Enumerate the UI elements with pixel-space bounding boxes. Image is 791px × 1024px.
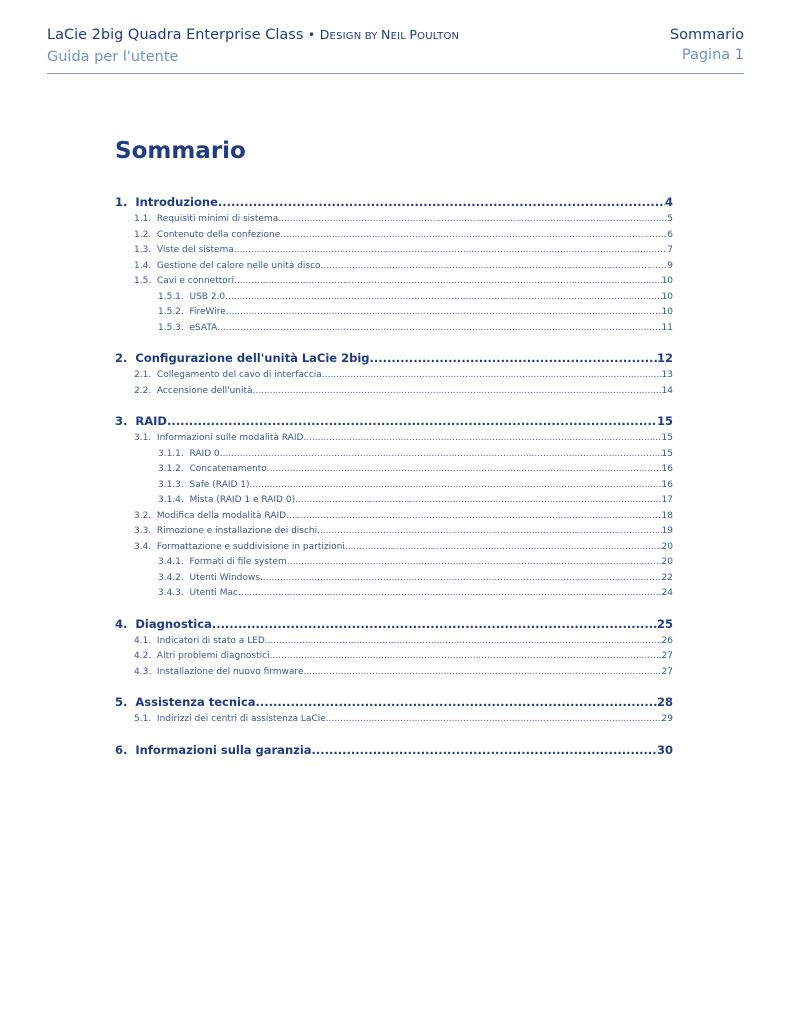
toc-entry-text: Gestione del calore nelle unità disco	[156, 260, 321, 271]
toc-page-number: 10	[661, 291, 673, 302]
toc-entry-text: Assistenza tecnica	[135, 695, 256, 709]
toc-entry-text: Accensione dell'unità	[156, 385, 253, 396]
toc-entry-number: 1.5.2.	[158, 307, 184, 317]
toc-entry-number: 3.1.	[134, 433, 152, 443]
toc-entry-text: Altri problemi diagnostici	[156, 651, 270, 661]
toc-page-number: 30	[656, 742, 673, 757]
toc-dot-leader	[238, 586, 662, 602]
toc-dot-leader	[218, 193, 665, 212]
toc-dot-leader	[280, 228, 667, 244]
toc-page-number: 20	[661, 541, 673, 552]
toc-entry-label	[158, 447, 220, 463]
toc-dot-leader	[265, 634, 662, 650]
designer-credit-initial: N	[381, 27, 391, 42]
designer-credit-rest: EIL	[390, 31, 407, 42]
toc-entry-label	[134, 665, 303, 681]
toc-entry-number: 3.1.3.	[158, 479, 184, 490]
toc-entry-label	[134, 540, 345, 556]
toc-entry-number: 1.3.	[134, 245, 152, 255]
toc-entry[interactable]	[115, 555, 673, 571]
toc-entry[interactable]	[115, 321, 673, 337]
page-header	[47, 25, 744, 74]
toc-entry-label	[134, 431, 303, 447]
toc-dot-leader	[260, 571, 662, 587]
toc-entry-text: Concatenamento	[189, 464, 267, 474]
toc-entry-label	[115, 693, 256, 712]
toc-entry-number: 3.1.4.	[158, 495, 184, 505]
toc-entry-number: 2.1.	[134, 370, 152, 380]
toc-dot-leader	[287, 555, 662, 571]
toc-entry[interactable]	[115, 212, 673, 228]
toc-dot-leader	[226, 305, 662, 321]
toc-dot-leader	[234, 243, 667, 259]
toc-entry-number: 5.1.	[134, 714, 152, 724]
toc-dot-leader	[256, 693, 657, 712]
toc-entry-label	[158, 321, 217, 337]
section-name: Sommario	[669, 27, 744, 43]
toc-dot-leader	[217, 321, 661, 337]
toc-entry-number: 3.1.2.	[158, 464, 184, 474]
toc-entry-text: RAID 0	[189, 448, 220, 459]
toc-dot-leader	[321, 259, 668, 275]
designer-credit-rest: OULTON	[417, 31, 460, 42]
toc-entry-text: Indirizzi dei centri di assistenza LaCie	[156, 714, 326, 724]
toc-entry-number: 1.5.	[134, 276, 152, 286]
toc-entry-number: 5.	[115, 695, 128, 709]
toc-entry[interactable]	[115, 478, 673, 494]
toc-page-number: 22	[661, 572, 673, 583]
toc-dot-leader	[326, 712, 662, 728]
toc-dot-leader	[317, 524, 661, 540]
toc-entry[interactable]	[115, 193, 673, 212]
toc-page-number: 19	[661, 526, 673, 536]
toc-page-number: 10	[661, 307, 673, 317]
toc-page-number: 9	[667, 260, 673, 271]
page-title: Sommario	[115, 138, 246, 164]
designer-credit	[319, 27, 460, 42]
toc-page-number: 14	[661, 385, 673, 396]
toc-entry-number: 6.	[115, 742, 128, 757]
toc-dot-leader	[295, 493, 661, 509]
toc-page-number: 15	[661, 448, 673, 459]
toc-dot-leader	[303, 431, 661, 447]
toc-entry-number: 4.2.	[134, 651, 152, 661]
toc-entry[interactable]	[115, 259, 673, 275]
toc-entry-label	[134, 634, 265, 650]
toc-dot-leader	[286, 509, 661, 525]
toc-entry[interactable]	[115, 228, 673, 244]
toc-page-number: 17	[661, 495, 673, 505]
toc-page-number: 12	[656, 351, 673, 365]
toc-dot-leader	[212, 615, 657, 634]
designer-credit-rest: BY	[364, 31, 378, 42]
toc-page-number: 11	[661, 322, 673, 333]
toc-dot-leader	[234, 274, 662, 290]
toc-entry-label	[134, 212, 278, 228]
toc-page-number: 16	[661, 479, 673, 490]
toc-entry-number: 3.4.	[134, 541, 152, 552]
toc-entry[interactable]	[115, 384, 673, 400]
toc-page-number: 4	[664, 195, 673, 209]
toc-page-number: 27	[661, 651, 673, 661]
toc-dot-leader	[303, 665, 661, 681]
page-number: Pagina 1	[681, 47, 744, 63]
designer-credit-initial: P	[409, 27, 418, 42]
toc-entry[interactable]	[115, 431, 673, 447]
toc-entry[interactable]	[115, 741, 673, 760]
toc-entry-text: Mista (RAID 1 e RAID 0)	[189, 495, 296, 505]
toc-page-number: 18	[661, 510, 673, 521]
toc-entry[interactable]	[115, 447, 673, 463]
toc-entry[interactable]	[115, 693, 673, 712]
toc-entry-label	[158, 478, 250, 494]
toc-page-number: 26	[661, 635, 673, 646]
toc-entry-label	[134, 368, 322, 384]
toc-entry-text: Viste del sistema	[156, 245, 234, 255]
toc-page-number: 15	[656, 414, 673, 428]
toc-entry-number: 4.3.	[134, 666, 152, 677]
toc-page-number: 20	[661, 557, 673, 567]
toc-dot-leader	[322, 368, 662, 384]
toc-entry-text: Configurazione dell'unità LaCie 2big	[135, 351, 370, 365]
toc-dot-leader	[312, 741, 657, 760]
toc-entry-label	[134, 524, 317, 540]
toc-dot-leader	[250, 478, 662, 494]
toc-dot-leader	[253, 384, 662, 400]
toc-entry-number: 1.2.	[134, 229, 152, 240]
toc-entry-number: 1.1.	[134, 214, 152, 224]
toc-entry[interactable]	[115, 509, 673, 525]
toc-entry-text: Contenuto della confezione	[156, 229, 281, 240]
toc-entry-label	[158, 462, 267, 478]
toc-entry[interactable]	[115, 243, 673, 259]
toc-entry[interactable]	[115, 615, 673, 634]
toc-entry-label	[134, 384, 253, 400]
toc-entry[interactable]	[115, 349, 673, 368]
toc-dot-leader	[345, 540, 662, 556]
toc-entry-text: Modifica della modalità RAID	[156, 510, 287, 521]
toc-page-number: 25	[656, 616, 673, 631]
toc-dot-leader	[270, 649, 662, 665]
table-of-contents	[115, 193, 673, 760]
toc-entry-number: 3.4.1.	[158, 557, 184, 567]
toc-entry[interactable]	[115, 368, 673, 384]
toc-entry[interactable]	[115, 462, 673, 478]
toc-entry[interactable]	[115, 290, 673, 306]
designer-credit-rest: ESIGN	[329, 31, 362, 42]
toc-page-number: 24	[661, 588, 673, 598]
toc-entry-label	[134, 712, 326, 728]
toc-entry-text: RAID	[135, 414, 167, 428]
toc-entry-number: 1.5.3.	[158, 322, 184, 333]
toc-dot-leader	[278, 212, 667, 228]
designer-credit-word	[365, 31, 378, 42]
toc-entry-label	[158, 555, 287, 571]
toc-entry-text: Indicatori di stato a LED	[156, 635, 265, 646]
toc-page-number: 15	[661, 433, 673, 443]
toc-dot-leader	[220, 447, 662, 463]
designer-credit-initial: D	[319, 27, 330, 42]
toc-entry[interactable]	[115, 634, 673, 650]
toc-entry-label	[158, 586, 238, 602]
header-left	[47, 25, 459, 67]
toc-dot-leader	[370, 349, 657, 368]
document-subtitle: Guida per l'utente	[47, 49, 179, 65]
toc-entry-number: 3.4.3.	[158, 588, 184, 598]
toc-dot-leader	[267, 462, 662, 478]
toc-entry-number: 3.3.	[134, 526, 152, 536]
toc-entry-number: 1.4.	[134, 260, 152, 271]
toc-entry-text: Safe (RAID 1)	[189, 479, 250, 490]
toc-entry-label	[158, 493, 295, 509]
toc-entry[interactable]	[115, 571, 673, 587]
toc-entry[interactable]	[115, 305, 673, 321]
toc-entry-label	[158, 290, 225, 306]
toc-entry[interactable]	[115, 540, 673, 556]
toc-entry-number: 3.2.	[134, 510, 152, 521]
toc-entry-text: FireWire	[189, 307, 226, 317]
toc-entry-label	[134, 243, 234, 259]
toc-entry[interactable]	[115, 649, 673, 665]
designer-credit-word	[409, 27, 460, 42]
toc-entry-label	[115, 741, 312, 760]
toc-entry-label	[134, 259, 321, 275]
toc-entry-label	[115, 349, 370, 368]
toc-page-number: 29	[661, 714, 673, 724]
toc-entry[interactable]	[115, 493, 673, 509]
toc-entry-number: 3.1.1.	[158, 448, 184, 459]
toc-entry-number: 4.1.	[134, 635, 152, 646]
toc-entry-text: Collegamento del cavo di interfaccia	[156, 370, 322, 380]
toc-entry-label	[115, 412, 167, 431]
toc-entry-label	[158, 571, 260, 587]
toc-entry-text: Formattazione e suddivisione in partizioni	[156, 541, 345, 552]
toc-page-number: 28	[656, 695, 673, 709]
toc-dot-leader	[225, 290, 661, 306]
document-title-line	[47, 25, 459, 47]
toc-entry-label	[115, 615, 212, 634]
designer-credit-word	[319, 27, 362, 42]
toc-entry-number: 2.	[115, 351, 128, 365]
toc-page-number: 5	[667, 214, 673, 224]
toc-entry-text: Formati di file system	[189, 557, 287, 567]
toc-entry-text: eSATA	[189, 322, 218, 333]
header-right	[670, 25, 744, 65]
toc-entry-label	[134, 228, 280, 244]
toc-entry-number: 3.4.2.	[158, 572, 184, 583]
toc-entry-number: 2.2.	[134, 385, 152, 396]
toc-entry[interactable]	[115, 412, 673, 431]
toc-entry-number: 3.	[115, 414, 128, 428]
toc-entry-label	[134, 509, 286, 525]
toc-entry-number: 1.	[115, 195, 128, 209]
product-name: LaCie 2big Quadra Enterprise Class	[47, 27, 304, 43]
toc-entry[interactable]	[115, 524, 673, 540]
toc-entry-text: Informazioni sulla garanzia	[135, 742, 312, 757]
toc-dot-leader	[167, 412, 657, 431]
toc-page-number: 7	[667, 245, 673, 255]
toc-entry-label	[134, 274, 234, 290]
toc-entry-number: 1.5.1.	[158, 291, 184, 302]
toc-entry-text: Cavi e connettori	[156, 276, 234, 286]
toc-page-number: 10	[661, 276, 673, 286]
toc-entry-text: Informazioni sulle modalità RAID	[156, 433, 304, 443]
toc-entry-text: Utenti Windows	[189, 572, 260, 583]
toc-entry-text: USB 2.0	[189, 291, 226, 302]
toc-page-number: 27	[661, 666, 673, 677]
toc-entry-text: Utenti Mac	[189, 588, 238, 598]
toc-page-number: 6	[667, 229, 673, 240]
toc-entry-label	[115, 193, 218, 212]
toc-entry-number: 4.	[115, 616, 128, 631]
title-separator: •	[308, 28, 316, 42]
toc-entry-text: Installazione del nuovo firmware	[156, 666, 304, 677]
toc-entry[interactable]	[115, 665, 673, 681]
toc-entry-label	[158, 305, 226, 321]
toc-page-number: 13	[661, 370, 673, 380]
designer-credit-word	[381, 27, 407, 42]
toc-entry-text: Introduzione	[135, 195, 218, 209]
toc-entry-text: Requisiti minimi di sistema	[156, 214, 279, 224]
toc-entry[interactable]	[115, 712, 673, 728]
toc-entry-text: Diagnostica	[135, 616, 212, 631]
toc-entry[interactable]	[115, 586, 673, 602]
toc-entry-label	[134, 649, 270, 665]
toc-page-number: 16	[661, 464, 673, 474]
toc-entry[interactable]	[115, 274, 673, 290]
toc-entry-text: Rimozione e installazione dei dischi	[156, 526, 318, 536]
